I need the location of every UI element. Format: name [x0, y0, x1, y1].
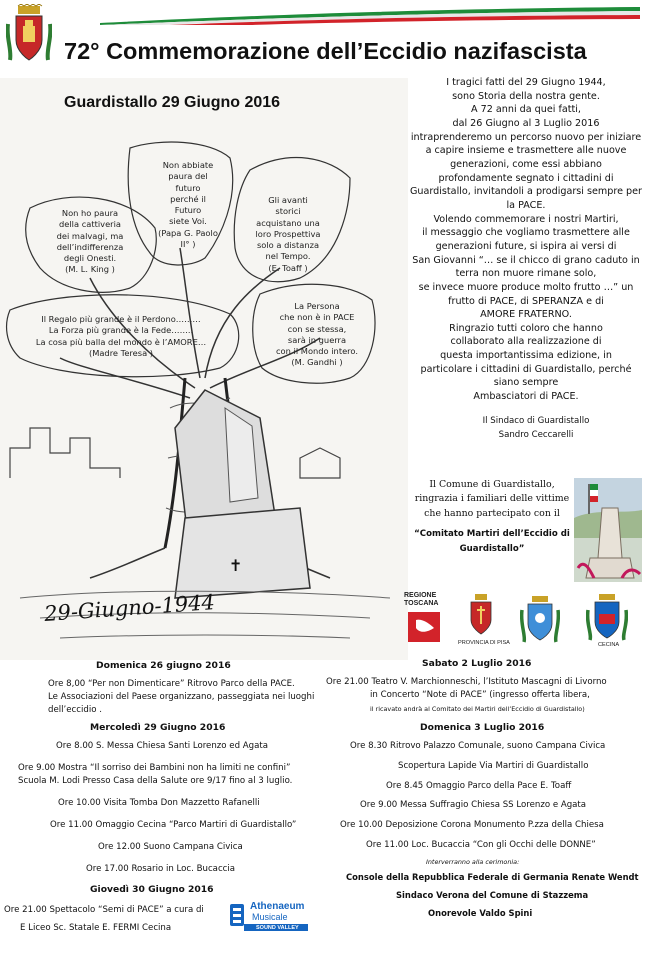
schedule-note: il ricavato andrà al Comitato dei Martiri dell’Eccidio di Guardistallo): [370, 705, 585, 713]
committee-name: “Comitato Martiri dell’Eccidio di Guardistallo”: [414, 529, 570, 554]
cecina-crest-icon: [586, 594, 628, 642]
guardistallo-crest-icon: [6, 4, 52, 66]
guest-name: Onorevole Valdo Spini: [428, 908, 533, 918]
cross-icon: ✝: [229, 556, 243, 575]
tricolor-ribbon: [100, 3, 640, 25]
schedule-item: Ore 11.00 Loc. Bucaccia “Con gli Occhi delle DONNE”: [366, 840, 596, 850]
schedule-item: Ore 9.00 Mostra “Il sorriso dei Bambini non ha limiti ne confini”: [18, 763, 291, 773]
schedule-item: Ore 12.00 Suono Campana Civica: [98, 842, 243, 852]
schedule-item: Ore 10.00 Deposizione Corona Monumento P.zza della Chiesa: [340, 820, 604, 830]
monument-photo: [574, 478, 642, 582]
schedule-item: E Liceo Sc. Statale E. FERMI Cecina: [20, 923, 172, 933]
schedule-item: Ore 21.00 Spettacolo “Semi di PACE” a cura di: [4, 905, 204, 915]
schedule-item: Le Associazioni del Paese organizzano, passeggiata nei luoghi: [48, 692, 315, 702]
guest-name: Console della Repubblica Federale di Germania Renate Wendt: [346, 872, 639, 882]
schedule-day: Giovedì 30 Giugno 2016: [90, 884, 214, 895]
schedule-note: Interverranno alla cerimonia:: [426, 858, 520, 866]
page-title: 72° Commemorazione dell’Eccidio nazifascista: [64, 38, 587, 64]
sponsor-logos: REGIONE TOSCANA PROVINCIA DI PISA CECINA: [402, 592, 642, 652]
schedule-item: dell’eccidio .: [48, 705, 102, 715]
schedule-item: Ore 21.00 Teatro V. Marchionneschi, l’Istituto Mascagni di Livorno: [326, 677, 607, 687]
guardistallo-crest-icon: [520, 596, 560, 644]
schedule-item: Ore 17.00 Rosario in Loc. Bucaccia: [86, 864, 236, 874]
schedule-item: Ore 10.00 Visita Tomba Don Mazzetto Rafanelli: [58, 798, 260, 808]
thanks-text: Il Comune di Guardistallo, ringrazia i familiari delle vittime che hanno partecipato con il “Comitato Martiri dell’Eccidio di Guardistallo”: [414, 479, 570, 554]
poster-illustration: [0, 78, 408, 660]
athenaeum-tagline: SOUND VALLEY: [256, 925, 299, 931]
poster-date-title: Guardistallo 29 Giugno 2016: [64, 94, 281, 111]
mayor-signature: Il Sindaco di Guardistallo Sandro Ceccarelli: [482, 416, 590, 440]
quote-king: Non ho paura della cattiveria dei malvagi, ma dell’indifferenza degli Onesti. (M. L. King ): [56, 208, 124, 275]
athenaeum-name: Athenaeum: [250, 901, 305, 912]
schedule-item: Scopertura Lapide Via Martiri di Guardistallo: [398, 761, 589, 771]
schedule-item: in Concerto “Note di PACE” (ingresso offerta libera,: [370, 690, 590, 700]
schedule-item: Ore 9.00 Messa Suffragio Chiesa SS Lorenzo e Agata: [360, 800, 587, 810]
schedule-item: Scuola M. Lodi Presso Casa della Salute ore 9/17 fino al 3 luglio.: [18, 776, 293, 786]
schedule-item: Ore 8.00 S. Messa Chiesa Santi Lorenzo ed Agata: [56, 741, 269, 751]
schedule-item: Ore 8.45 Omaggio Parco della Pace E. Toaff: [386, 781, 572, 791]
quote-toaff: Gli avanti storici acquistano una loro Prospettiva solo a distanza nel Tempo. (E. Toaff ): [255, 195, 321, 273]
intro-text: I tragici fatti del 29 Giugno 1944, sono Storia della nostra gente. A 72 anni da quei fatti, dal 26 Giugno al 3 Luglio 2016 intraprenderemo un percorso nuovo per iniziare a capire insieme e trasmettere alle nuove generazioni, come essi abbiano profondamente segnato i cittadini di Guardistallo, invitandoli a prodigarsi sempre per la PACE. Volendo commemorare i nostri Martiri, il messaggio che vogliamo trasmettere alle generazioni future, si ispira ai versi di San Giovanni “… se il chicco di grano caduto in terra non muore rimane solo, se invece muore produce molto frutto …” un frutto di PACE, di SPERANZA e di AMORE FRATERNO. Ringrazio tutti coloro che hanno collaborato alla realizzazione di questa importantissima edizione, in particolare i cittadini di Guardistallo, perché siano sempre Ambasciatori di PACE.: [410, 77, 642, 403]
schedule-item: Ore 8,00 “Per non Dimenticare” Ritrovo Parco della PACE.: [48, 679, 295, 689]
schedule-day: Sabato 2 Luglio 2016: [422, 658, 532, 669]
schedule-day: Domenica 3 Luglio 2016: [420, 722, 545, 733]
schedule-item: Ore 11.00 Omaggio Cecina “Parco Martiri di Guardistallo”: [50, 820, 297, 830]
guest-name: Sindaco Verona del Comune di Stazzema: [396, 890, 589, 900]
provincia-pisa-crest-icon: [468, 594, 494, 636]
handwritten-date: 29-Giugno-1944: [43, 590, 216, 626]
athenaeum-subtitle: Musicale: [252, 912, 288, 922]
schedule-day: Mercoledì 29 Giugno 2016: [90, 722, 226, 733]
quote-gandhi: La Persona che non è in PACE con se stessa, sarà in guerra con il Mondo intero. (M. Gandhi ): [276, 301, 358, 368]
quote-papa: Non abbiate paura del futuro perché il Futuro siete Voi. (Papa G. Paolo II° ): [158, 160, 218, 250]
quote-teresa: Il Regalo più grande è il Perdono……… La Forza più grande è la Fede…….. La cosa più balla del mondo è l’AMORE… (Madre Teresa ): [35, 314, 207, 358]
schedule-item: Ore 8.30 Ritrovo Palazzo Comunale, suono Campana Civica: [350, 741, 606, 751]
schedule-day: Domenica 26 giugno 2016: [96, 660, 231, 671]
